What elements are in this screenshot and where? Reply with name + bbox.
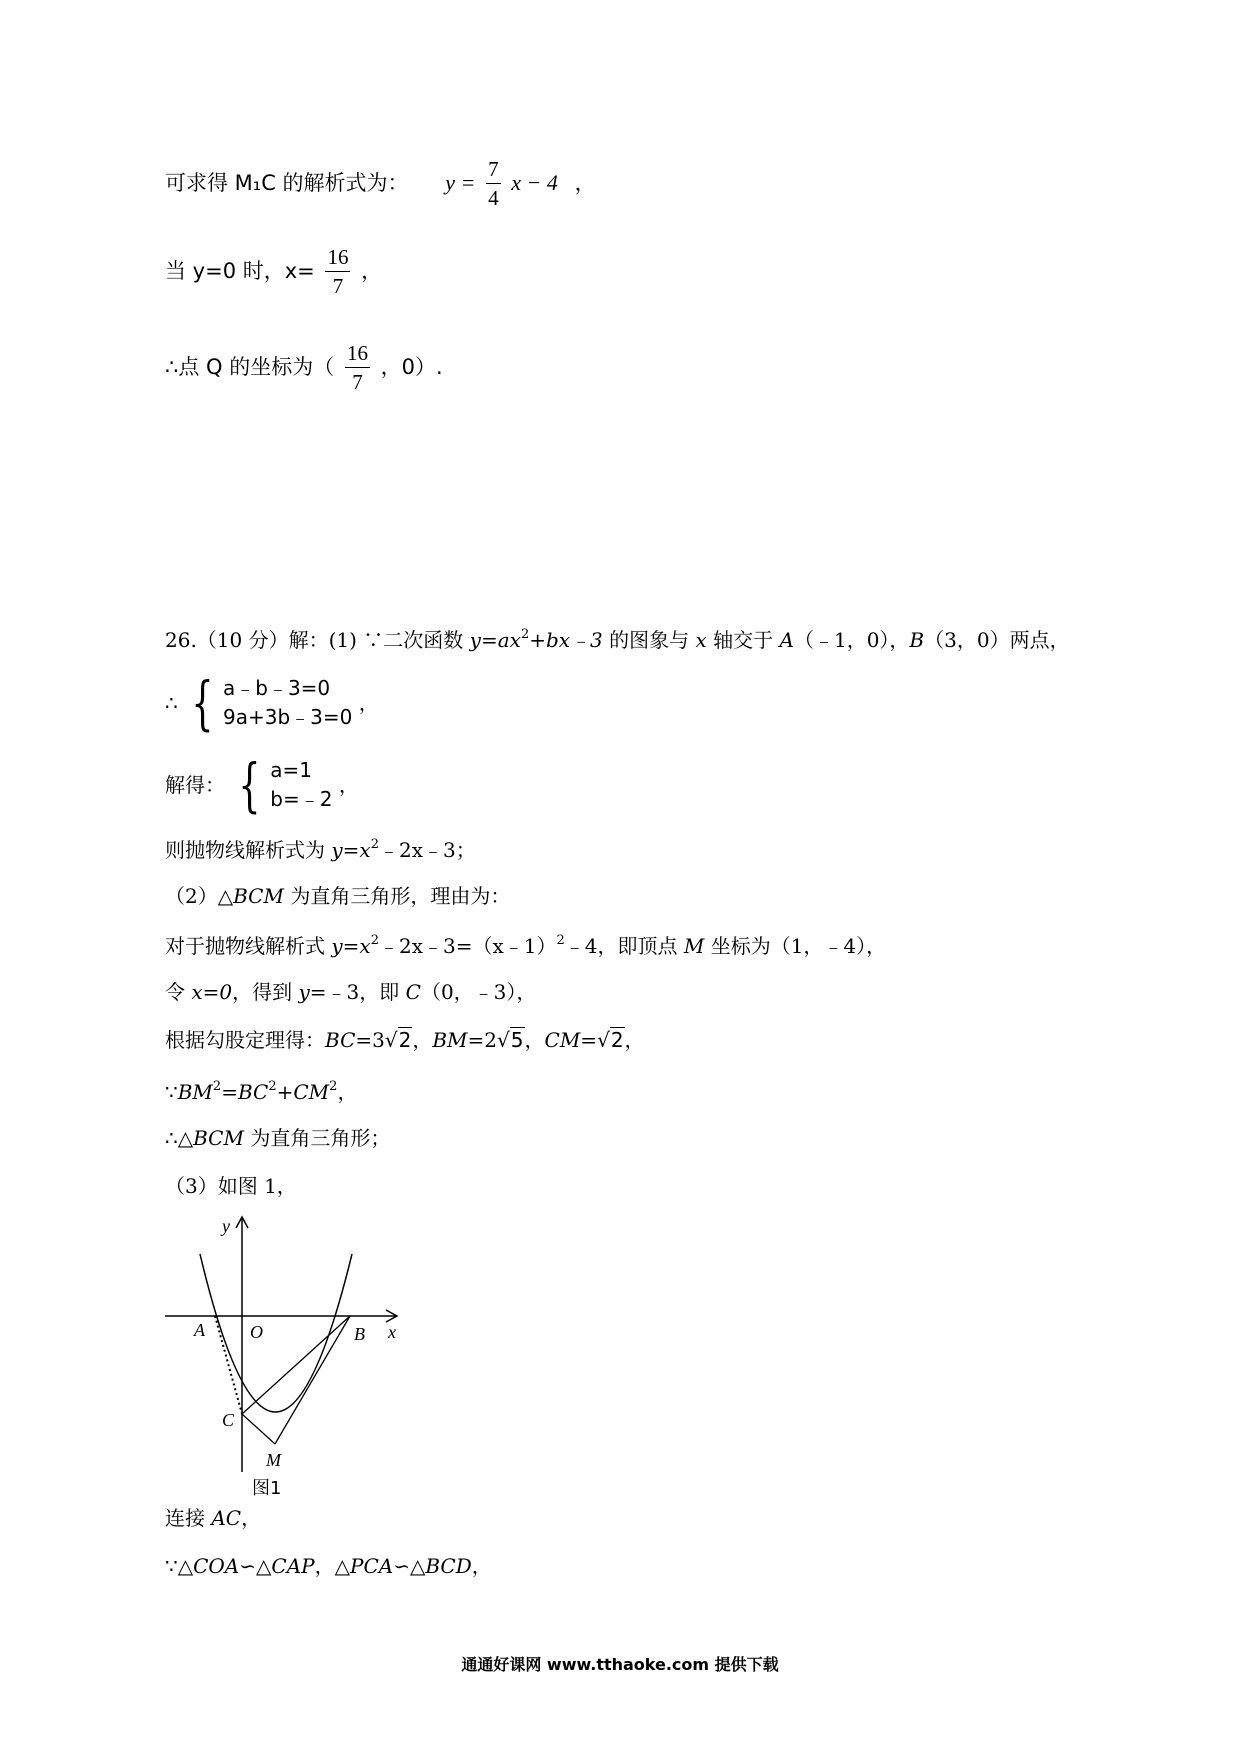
solve-label: 解得： xyxy=(165,773,225,797)
coefficient: 2 xyxy=(484,1028,498,1052)
m1c-expression-line xyxy=(165,158,596,210)
fraction-denominator: 7 xyxy=(352,370,363,395)
question-2-line xyxy=(165,886,510,906)
segment-label: BC= xyxy=(325,1028,373,1052)
text: 令 xyxy=(165,980,192,1004)
page-footer: 通通好课网 www.tthaoke.com 提供下载 xyxy=(461,1655,779,1674)
point-c-line xyxy=(165,982,536,1002)
line-end: ， xyxy=(358,691,379,715)
text: ，△ xyxy=(314,1554,350,1578)
label-a: A xyxy=(194,1320,205,1340)
line-end: ， xyxy=(338,773,359,797)
text: 轴交于 xyxy=(706,628,780,652)
equation: ﹣4，即顶点 xyxy=(564,934,684,958)
superscript: 2 xyxy=(556,933,565,948)
radicand: 2 xyxy=(398,1028,412,1052)
superscript: 2 xyxy=(370,933,379,948)
triangle-label: COA xyxy=(193,1554,240,1578)
separator: ， xyxy=(524,1028,545,1052)
line-end: ， xyxy=(574,171,596,196)
equation: ﹣2x﹣3； xyxy=(378,838,476,862)
point-label: A xyxy=(779,628,794,652)
point-label: C xyxy=(405,980,421,1004)
squares-line xyxy=(165,1080,357,1102)
similarity-line xyxy=(165,1556,492,1576)
text: （3）如图 1， xyxy=(165,1174,297,1198)
segment-label: BM= xyxy=(432,1028,485,1052)
text: 为直角三角形，理由为： xyxy=(283,884,511,908)
text: ∴△ xyxy=(165,1126,194,1150)
text: ， xyxy=(471,1554,492,1578)
equation-left: y = xyxy=(445,170,476,196)
conclusion-line xyxy=(165,1128,390,1148)
segment-label: =BC xyxy=(221,1080,269,1104)
triangle-label: BCM xyxy=(233,884,284,908)
superscript: 2 xyxy=(329,1079,338,1094)
parabola-expression-line xyxy=(165,838,476,860)
fraction-numerator: 16 xyxy=(345,342,370,368)
segment-label: CM= xyxy=(544,1028,598,1052)
therefore-symbol: ∴ xyxy=(165,691,178,715)
segment-mb xyxy=(275,1316,350,1444)
parabola-curve xyxy=(200,1254,352,1412)
text: 对于抛物线解析式 xyxy=(165,934,332,958)
fraction-numerator: 7 xyxy=(486,158,501,184)
text: ∵△ xyxy=(165,1554,194,1578)
fraction xyxy=(325,246,350,298)
line-end: ， xyxy=(337,1080,358,1104)
question-3-line xyxy=(165,1176,297,1196)
point-label: M xyxy=(683,934,705,958)
segment-ac-dotted xyxy=(215,1316,242,1414)
sqrt: √5 xyxy=(497,1028,524,1052)
superscript: 2 xyxy=(520,627,530,642)
line-text: 可求得 M₁C 的解析式为： xyxy=(165,171,409,196)
separator: ， xyxy=(412,1028,433,1052)
text: 根据勾股定理得： xyxy=(165,1028,325,1052)
equation: y=x xyxy=(331,934,371,958)
sqrt: √2 xyxy=(384,1028,412,1052)
variable: x xyxy=(695,628,707,652)
line-end: ， xyxy=(241,1506,262,1530)
superscript: 2 xyxy=(212,1079,222,1094)
line-end: ， xyxy=(624,1028,645,1052)
line-text: 当 y=0 时，x= xyxy=(165,259,315,284)
problem-26-intro xyxy=(165,628,1070,650)
label-x: x xyxy=(388,1322,396,1342)
equation-right: x − 4 xyxy=(511,170,558,196)
fraction-numerator: 16 xyxy=(325,246,350,272)
system-row: a﹣b﹣3=0 xyxy=(223,676,331,700)
text: （2）△ xyxy=(165,884,234,908)
label-y: y xyxy=(222,1216,230,1236)
equation: y=x xyxy=(331,838,371,862)
text: ，得到 xyxy=(232,980,299,1004)
fraction-denominator: 7 xyxy=(332,274,344,299)
superscript: 2 xyxy=(268,1079,277,1094)
segment-label: AC xyxy=(211,1506,242,1530)
x-value-line xyxy=(165,246,382,298)
vertex-line xyxy=(165,934,886,956)
fraction xyxy=(486,158,501,210)
text: 为直角三角形； xyxy=(243,1126,391,1150)
brace-icon: { xyxy=(191,669,214,737)
equation: +bx﹣3 xyxy=(529,628,603,652)
pythagorean-line xyxy=(165,1030,645,1050)
segment-label: BM xyxy=(177,1080,213,1104)
line-end: ， xyxy=(361,259,383,284)
connect-ac-line xyxy=(165,1508,261,1528)
text: （3，0）两点， xyxy=(924,628,1070,652)
triangle-label: PCA xyxy=(350,1554,394,1578)
fraction-denominator: 4 xyxy=(488,186,499,211)
equation: x=0 xyxy=(191,980,233,1004)
text: （﹣1，0）， xyxy=(793,628,910,652)
line-text: ∴点 Q 的坐标为（ xyxy=(165,355,335,380)
text: 坐标为（1，﹣4）， xyxy=(704,934,887,958)
system-row: b=﹣2 xyxy=(270,787,333,811)
triangle-label: BCD xyxy=(425,1554,472,1578)
text: （0，﹣3）， xyxy=(420,980,537,1004)
brace-system xyxy=(231,751,333,819)
coefficient: 3 xyxy=(372,1028,385,1052)
radicand: 5 xyxy=(510,1028,524,1052)
equation: y=ax xyxy=(469,628,521,652)
sqrt: √2 xyxy=(597,1028,624,1052)
figure-1-parabola-graph xyxy=(160,1210,420,1510)
segment-cm xyxy=(242,1414,275,1444)
text: 26.（10 分）解：(1) ∵二次函数 xyxy=(165,628,470,652)
equation: y= xyxy=(298,980,327,1004)
equation-system-2 xyxy=(165,751,359,819)
line-end: ，0）. xyxy=(380,355,443,380)
text: 连接 xyxy=(165,1506,212,1530)
point-label: B xyxy=(909,628,925,652)
system-row: a=1 xyxy=(270,758,313,782)
triangle-label: BCM xyxy=(193,1126,244,1150)
text: 则抛物线解析式为 xyxy=(165,838,332,862)
radicand: 2 xyxy=(610,1028,624,1052)
system-row: 9a+3b﹣3=0 xyxy=(223,705,353,729)
label-o: O xyxy=(250,1322,263,1342)
because-symbol: ∵ xyxy=(165,1080,178,1104)
fraction xyxy=(345,342,370,394)
label-m: M xyxy=(266,1450,281,1470)
superscript: 2 xyxy=(370,837,379,852)
equation-system-1 xyxy=(165,669,379,737)
brace-icon: { xyxy=(238,751,261,819)
figure-caption: 图1 xyxy=(252,1478,282,1499)
segment-label: +CM xyxy=(276,1080,330,1104)
label-c: C xyxy=(222,1410,235,1430)
equation: ﹣2x﹣3=（x﹣1） xyxy=(378,934,557,958)
text: ∽△ xyxy=(239,1554,272,1578)
label-b: B xyxy=(354,1324,365,1344)
triangle-label: CAP xyxy=(271,1554,315,1578)
text: 的图象与 xyxy=(602,628,696,652)
text: ﹣3，即 xyxy=(326,980,406,1004)
text: ∽△ xyxy=(393,1554,426,1578)
brace-system xyxy=(184,669,353,737)
point-q-line xyxy=(165,342,443,394)
